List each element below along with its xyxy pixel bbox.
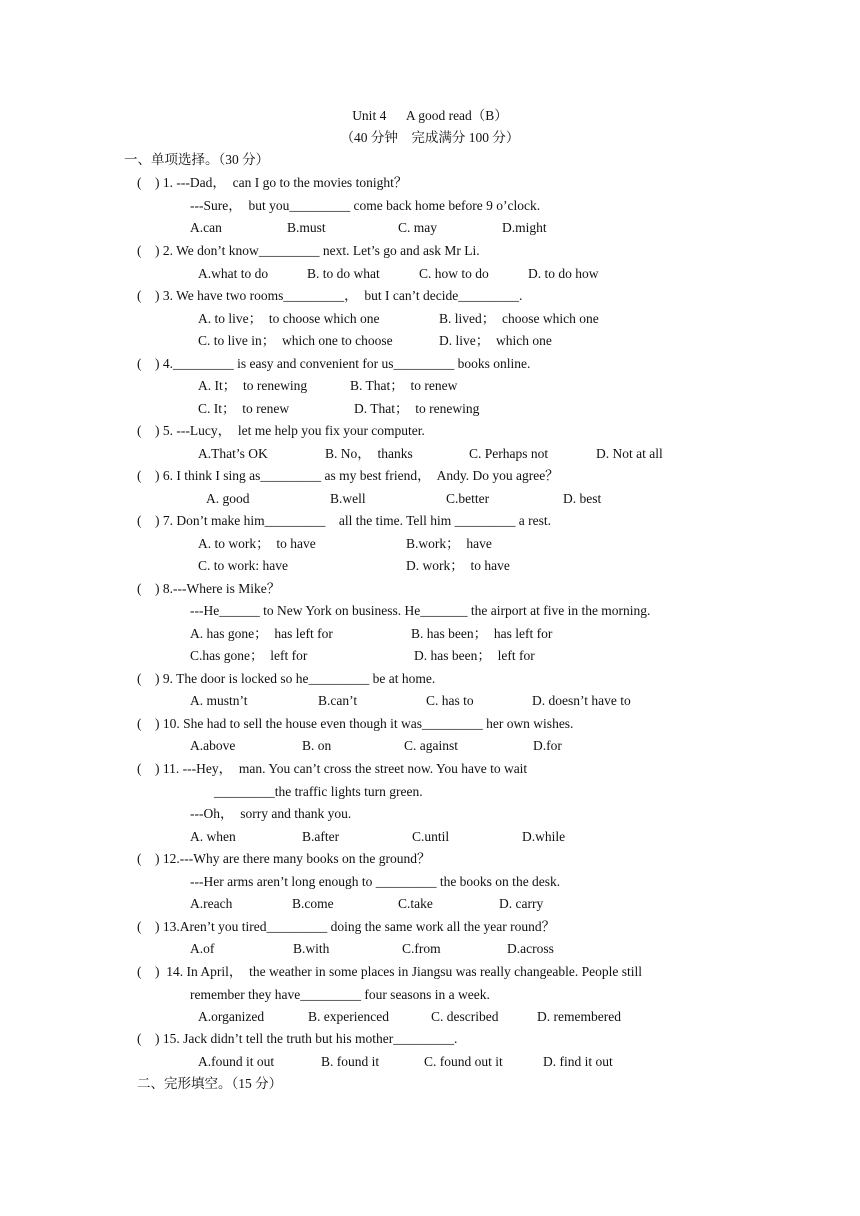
question-12-option-b: B.come [292, 896, 334, 911]
question-9-option-c: C. has to [426, 693, 474, 708]
question-8-option-b: B. has been； has left for [411, 626, 553, 641]
question-10-option-b: B. on [302, 738, 332, 753]
question-11-line-2: _________the traffic lights turn green. [214, 784, 423, 799]
question-8-line-2: ---He______ to New York on business. He_______ the airport at five in the morning. [190, 603, 651, 618]
question-9-option-a: A. mustn’t [190, 693, 248, 708]
question-11-option-c: C.until [412, 829, 450, 844]
question-7-option-a: A. to work； to have [198, 536, 316, 551]
question-5-stem: ( ) 5. ---Lucy， let me help you fix your computer. [137, 423, 425, 438]
question-11-option-a: A. when [190, 829, 236, 844]
question-3-option-b: B. lived； choose which one [439, 311, 599, 326]
question-10-option-a: A.above [190, 738, 236, 753]
question-11-option-b: B.after [302, 829, 340, 844]
question-6-option-d: D. best [563, 491, 602, 506]
question-13-stem: ( ) 13.Aren’t you tired_________ doing the same work all the year round？ [137, 919, 556, 934]
question-6-stem: ( ) 6. I think I sing as_________ as my best friend， Andy. Do you agree？ [137, 468, 559, 483]
page-title: Unit 4 A good read（B） [352, 108, 508, 123]
question-13-option-c: C.from [402, 941, 441, 956]
question-14-option-a: A.organized [198, 1009, 265, 1024]
question-3-option-a: A. to live； to choose which one [198, 311, 380, 326]
question-3-option-c: C. to live in； which one to choose [198, 333, 393, 348]
question-8-option-a: A. has gone； has left for [190, 626, 333, 641]
question-15-option-a: A.found it out [198, 1054, 275, 1069]
question-1-option-d: D.might [502, 220, 547, 235]
question-9-stem: ( ) 9. The door is locked so he_________ be at home. [137, 671, 436, 686]
question-1-line-2: ---Sure， but you_________ come back home before 9 o’clock. [190, 198, 541, 213]
page-subtitle: （40 分钟 完成满分 100 分） [340, 130, 520, 145]
question-11-option-d: D.while [522, 829, 566, 844]
question-2-stem: ( ) 2. We don’t know_________ next. Let’s go and ask Mr Li. [137, 243, 480, 258]
question-2-option-b: B. to do what [307, 266, 380, 281]
question-2-option-c: C. how to do [419, 266, 489, 281]
question-3-option-d: D. live； which one [439, 333, 552, 348]
question-7-option-b: B.work； have [406, 536, 492, 551]
question-6-option-c: C.better [446, 491, 490, 506]
question-12-option-d: D. carry [499, 896, 544, 911]
question-10-option-d: D.for [533, 738, 562, 753]
question-5-option-b: B. No， thanks [325, 446, 413, 461]
question-15-option-d: D. find it out [543, 1054, 613, 1069]
question-4-option-d: D. That； to renewing [354, 401, 480, 416]
question-1-option-c: C. may [398, 220, 437, 235]
question-10-stem: ( ) 10. She had to sell the house even though it was_________ her own wishes. [137, 716, 574, 731]
question-4-option-c: C. It； to renew [198, 401, 290, 416]
question-14-line-2: remember they have_________ four seasons in a week. [190, 987, 490, 1002]
question-12-option-c: C.take [398, 896, 433, 911]
question-4-stem: ( ) 4._________ is easy and convenient for us_________ books online. [137, 356, 531, 371]
question-14-stem: ( ) 14. In April， the weather in some places in Jiangsu was really changeable. People still [137, 964, 642, 979]
section-heading-single-choice: 一、单项选择。（30 分） [124, 152, 270, 167]
question-6-option-b: B.well [330, 491, 366, 506]
question-13-option-d: D.across [507, 941, 554, 956]
question-8-stem: ( ) 8.---Where is Mike？ [137, 581, 281, 596]
question-7-option-d: D. work； to have [406, 558, 510, 573]
question-3-stem: ( ) 3. We have two rooms_________， but I can’t decide_________. [137, 288, 523, 303]
question-14-option-d: D. remembered [537, 1009, 621, 1024]
question-13-option-b: B.with [293, 941, 330, 956]
question-10-option-c: C. against [404, 738, 458, 753]
question-5-option-a: A.That’s OK [198, 446, 268, 461]
question-12-line-2: ---Her arms aren’t long enough to _________ the books on the desk. [190, 874, 561, 889]
question-14-option-c: C. described [431, 1009, 499, 1024]
section-heading-cloze: 二、完形填空。（15 分） [137, 1076, 283, 1091]
question-5-option-c: C. Perhaps not [469, 446, 549, 461]
question-7-option-c: C. to work: have [198, 558, 288, 573]
question-11-line-3: ---Oh， sorry and thank you. [190, 806, 352, 821]
question-11-stem: ( ) 11. ---Hey， man. You can’t cross the street now. You have to wait [137, 761, 528, 776]
question-2-option-d: D. to do how [528, 266, 599, 281]
question-4-option-b: B. That； to renew [350, 378, 458, 393]
question-5-option-d: D. Not at all [596, 446, 663, 461]
question-6-option-a: A. good [206, 491, 250, 506]
question-13-option-a: A.of [190, 941, 215, 956]
question-15-option-c: C. found out it [424, 1054, 503, 1069]
question-8-option-c: C.has gone； left for [190, 648, 308, 663]
question-1-option-a: A.can [190, 220, 222, 235]
question-7-stem: ( ) 7. Don’t make him_________ all the time. Tell him _________ a rest. [137, 513, 551, 528]
question-15-option-b: B. found it [321, 1054, 380, 1069]
question-4-option-a: A. It； to renewing [198, 378, 308, 393]
question-1-stem: ( ) 1. ---Dad， can I go to the movies tonight？ [137, 175, 408, 190]
question-12-option-a: A.reach [190, 896, 233, 911]
question-2-option-a: A.what to do [198, 266, 269, 281]
question-9-option-b: B.can’t [318, 693, 358, 708]
question-15-stem: ( ) 15. Jack didn’t tell the truth but his mother_________. [137, 1031, 458, 1046]
question-8-option-d: D. has been； left for [414, 648, 535, 663]
question-14-option-b: B. experienced [308, 1009, 389, 1024]
question-9-option-d: D. doesn’t have to [532, 693, 631, 708]
question-12-stem: ( ) 12.---Why are there many books on the ground？ [137, 851, 431, 866]
question-1-option-b: B.must [287, 220, 326, 235]
